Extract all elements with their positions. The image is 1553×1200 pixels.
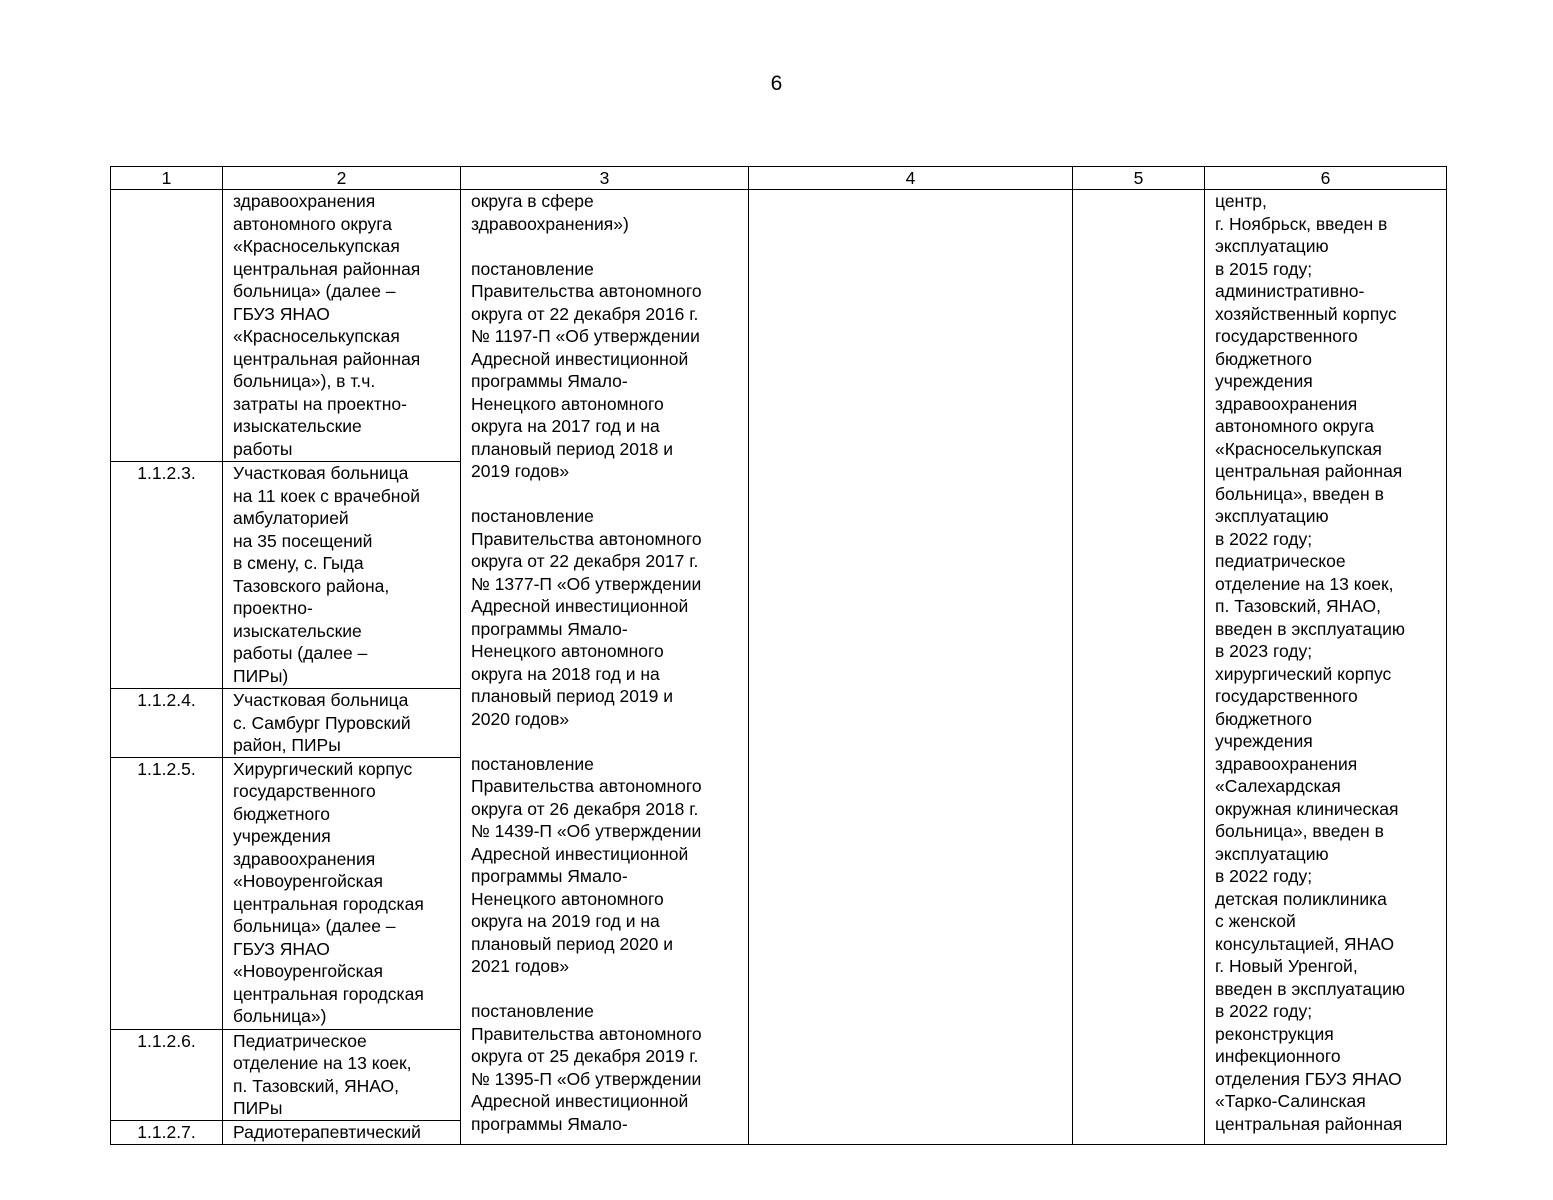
text-line: больница», введен в — [1215, 483, 1384, 504]
table-row — [111, 190, 1447, 462]
text-line: изыскательские — [233, 416, 362, 436]
text-line: эксплуатацию — [1215, 843, 1329, 864]
text-line: программы Ямало- — [471, 1113, 628, 1134]
text-line: бюджетного — [1215, 708, 1312, 729]
text-line: больница»), в т.ч. — [233, 371, 376, 391]
text-line: Ненецкого автономного — [471, 641, 664, 661]
text-line: 2019 годов» — [471, 461, 570, 481]
text-line: плановый период 2018 и — [471, 438, 674, 459]
text-line: Правительства автономного — [471, 281, 702, 301]
text-line: амбулаторией — [233, 508, 349, 528]
text-line: центральная районная — [233, 258, 421, 279]
text-line: Педиатрическое — [233, 1030, 367, 1051]
row-number: 1.1.2.6. — [111, 1029, 223, 1120]
text-line: государственного — [1215, 326, 1358, 346]
text-line: Радиотерапевтический — [233, 1121, 421, 1142]
text-line: «Новоуренгойская — [233, 961, 383, 981]
text-line — [471, 978, 748, 1001]
text-line: «Новоуренгойская — [233, 871, 383, 891]
text-line — [471, 730, 748, 753]
row-number — [111, 190, 223, 462]
text-line: Правительства автономного — [471, 528, 702, 549]
text-line: проектно- — [233, 598, 313, 618]
text-line: Хирургический корпус — [233, 758, 413, 779]
text-line: отделения ГБУЗ ЯНАО — [1215, 1068, 1402, 1089]
text-line: постановление — [471, 1001, 594, 1021]
text-line: эксплуатацию — [1215, 236, 1329, 256]
text-line: Ненецкого автономного — [471, 393, 664, 414]
page-number: 6 — [770, 72, 783, 95]
text-line: в 2022 году; — [1215, 528, 1313, 549]
text-line: в 2023 году; — [1215, 641, 1313, 661]
text-line: постановление — [471, 258, 594, 279]
text-line: Адресной инвестиционной — [471, 1091, 689, 1111]
text-line: больница» (далее – — [233, 916, 396, 936]
text-line: округа в сфере — [471, 191, 594, 211]
text-line: г. Ноябрьск, введен в — [1215, 213, 1388, 234]
text-line: в 2022 году; — [1215, 866, 1313, 886]
text-line: Участковая больница — [233, 463, 409, 483]
header-col-4: 4 — [749, 167, 1073, 190]
text-line: инфекционного — [1215, 1046, 1341, 1066]
text-line: центральная районная — [1215, 1113, 1403, 1134]
text-line: 2020 годов» — [471, 708, 570, 729]
text-line: детская поликлиника — [1215, 888, 1387, 909]
header-col-6: 6 — [1205, 167, 1447, 190]
text-line: «Салехардская — [1215, 776, 1341, 796]
text-line: Правительства автономного — [471, 1023, 702, 1044]
text-line: больница» (далее – — [233, 281, 396, 301]
text-line: отделение на 13 коек, — [233, 1053, 412, 1073]
text-line: учреждения — [1215, 731, 1313, 751]
text-line: центральная городская — [233, 893, 424, 914]
text-line: район, ПИРы — [233, 735, 341, 755]
text-line: округа на 2018 год и на — [471, 663, 660, 684]
table-header-row — [111, 167, 1447, 190]
text-line: Ненецкого автономного — [471, 888, 664, 909]
text-line: округа на 2019 год и на — [471, 911, 660, 931]
legal-basis-cell — [461, 190, 749, 1145]
object-name-cell — [223, 1029, 461, 1120]
text-line: программы Ямало- — [471, 866, 628, 886]
header-col-2: 2 — [223, 167, 461, 190]
text-line: в 2015 году; — [1215, 258, 1313, 279]
text-line: учреждения — [233, 826, 331, 846]
text-line: ПИРы) — [233, 665, 289, 686]
text-line: реконструкция — [1215, 1023, 1334, 1044]
text-line: хирургический корпус — [1215, 663, 1392, 684]
text-line: округа от 22 декабря 2016 г. — [471, 303, 699, 324]
text-line: изыскательские — [233, 620, 362, 641]
result-cell — [1205, 190, 1447, 1145]
column-4-cell — [749, 190, 1073, 1145]
text-line: Тазовского района, — [233, 575, 390, 596]
text-line: здравоохранения — [1215, 753, 1358, 774]
text-line: хозяйственный корпус — [1215, 303, 1397, 324]
object-name-cell — [223, 462, 461, 689]
text-line: «Тарко-Салинская — [1215, 1091, 1366, 1111]
row-number: 1.1.2.5. — [111, 757, 223, 1029]
object-name-cell — [223, 757, 461, 1029]
row-number: 1.1.2.4. — [111, 689, 223, 758]
text-line: центральная районная — [1215, 461, 1403, 481]
text-line: Адресной инвестиционной — [471, 348, 689, 369]
text-line: ПИРы — [233, 1098, 283, 1118]
text-line: введен в эксплуатацию — [1215, 618, 1405, 639]
text-line: здравоохранения — [1215, 393, 1358, 414]
text-line: на 35 посещений — [233, 530, 373, 551]
text-line: больница», введен в — [1215, 821, 1384, 841]
text-line: консультацией, ЯНАО — [1215, 933, 1395, 954]
object-name-cell — [223, 190, 461, 462]
text-line: с. Самбург Пуровский — [233, 712, 411, 733]
text-line: эксплуатацию — [1215, 506, 1329, 526]
text-line: в 2022 году; — [1215, 1001, 1313, 1021]
text-line: п. Тазовский, ЯНАО, — [233, 1075, 400, 1096]
text-line: Участковая больница — [233, 690, 409, 710]
text-line: № 1197-П «Об утверждении — [471, 326, 700, 346]
program-table — [110, 166, 1447, 1145]
text-line: бюджетного — [233, 803, 330, 824]
text-line: окружная клиническая — [1215, 798, 1399, 819]
text-line: ГБУЗ ЯНАО — [233, 303, 330, 324]
text-line: административно- — [1215, 281, 1365, 301]
text-line: здравоохранения — [233, 848, 376, 869]
text-line: округа от 22 декабря 2017 г. — [471, 551, 699, 571]
text-line: Адресной инвестиционной — [471, 843, 689, 864]
row-number: 1.1.2.3. — [111, 462, 223, 689]
row-number: 1.1.2.7. — [111, 1120, 223, 1144]
text-line: учреждения — [1215, 371, 1313, 391]
text-line: больница») — [233, 1006, 327, 1026]
text-line — [471, 483, 748, 506]
text-line: округа на 2017 год и на — [471, 416, 660, 436]
text-line: введен в эксплуатацию — [1215, 978, 1405, 999]
text-line: здравоохранения») — [471, 213, 629, 234]
text-line: автономного округа — [1215, 416, 1375, 436]
text-line: работы — [233, 438, 293, 459]
object-name-cell — [223, 689, 461, 758]
header-col-1: 1 — [111, 167, 223, 190]
text-line: 2021 годов» — [471, 956, 570, 976]
text-line: «Красноселькупская — [1215, 438, 1382, 459]
text-line: № 1439-П «Об утверждении — [471, 821, 702, 841]
text-line: программы Ямало- — [471, 618, 628, 639]
text-line: программы Ямало- — [471, 371, 628, 391]
header-col-5: 5 — [1073, 167, 1205, 190]
text-line: постановление — [471, 753, 594, 774]
text-line: округа от 26 декабря 2018 г. — [471, 798, 699, 819]
text-line: бюджетного — [1215, 348, 1312, 369]
text-line: № 1377-П «Об утверждении — [471, 573, 702, 594]
text-line: затраты на проектно- — [233, 393, 407, 414]
text-line: Правительства автономного — [471, 776, 702, 796]
text-line — [471, 235, 748, 258]
text-line: центр, — [1215, 191, 1267, 211]
text-line: ГБУЗ ЯНАО — [233, 938, 330, 959]
text-line: государственного — [233, 781, 376, 801]
column-5-cell — [1073, 190, 1205, 1145]
text-line: плановый период 2019 и — [471, 686, 674, 706]
text-line: центральная районная — [233, 348, 421, 369]
text-line: «Красноселькупская — [233, 326, 400, 346]
text-line: № 1395-П «Об утверждении — [471, 1068, 702, 1089]
text-line: на 11 коек с врачебной — [233, 485, 420, 506]
text-line: постановление — [471, 506, 594, 526]
header-col-3: 3 — [461, 167, 749, 190]
text-line: «Красноселькупская — [233, 236, 400, 256]
object-name-cell — [223, 1120, 461, 1144]
text-line: здравоохранения — [233, 191, 376, 211]
text-line: центральная городская — [233, 983, 424, 1004]
text-line: педиатрическое — [1215, 551, 1346, 571]
text-line: в смену, с. Гыда — [233, 553, 364, 573]
text-line: отделение на 13 коек, — [1215, 573, 1394, 594]
text-line: Адресной инвестиционной — [471, 596, 689, 616]
text-line: государственного — [1215, 686, 1358, 706]
text-line: г. Новый Уренгой, — [1215, 956, 1358, 976]
text-line: работы (далее – — [233, 643, 368, 663]
text-line: с женской — [1215, 911, 1296, 931]
text-line: плановый период 2020 и — [471, 933, 674, 954]
text-line: п. Тазовский, ЯНАО, — [1215, 596, 1382, 616]
text-line: округа от 25 декабря 2019 г. — [471, 1046, 699, 1066]
text-line: автономного округа — [233, 213, 393, 234]
